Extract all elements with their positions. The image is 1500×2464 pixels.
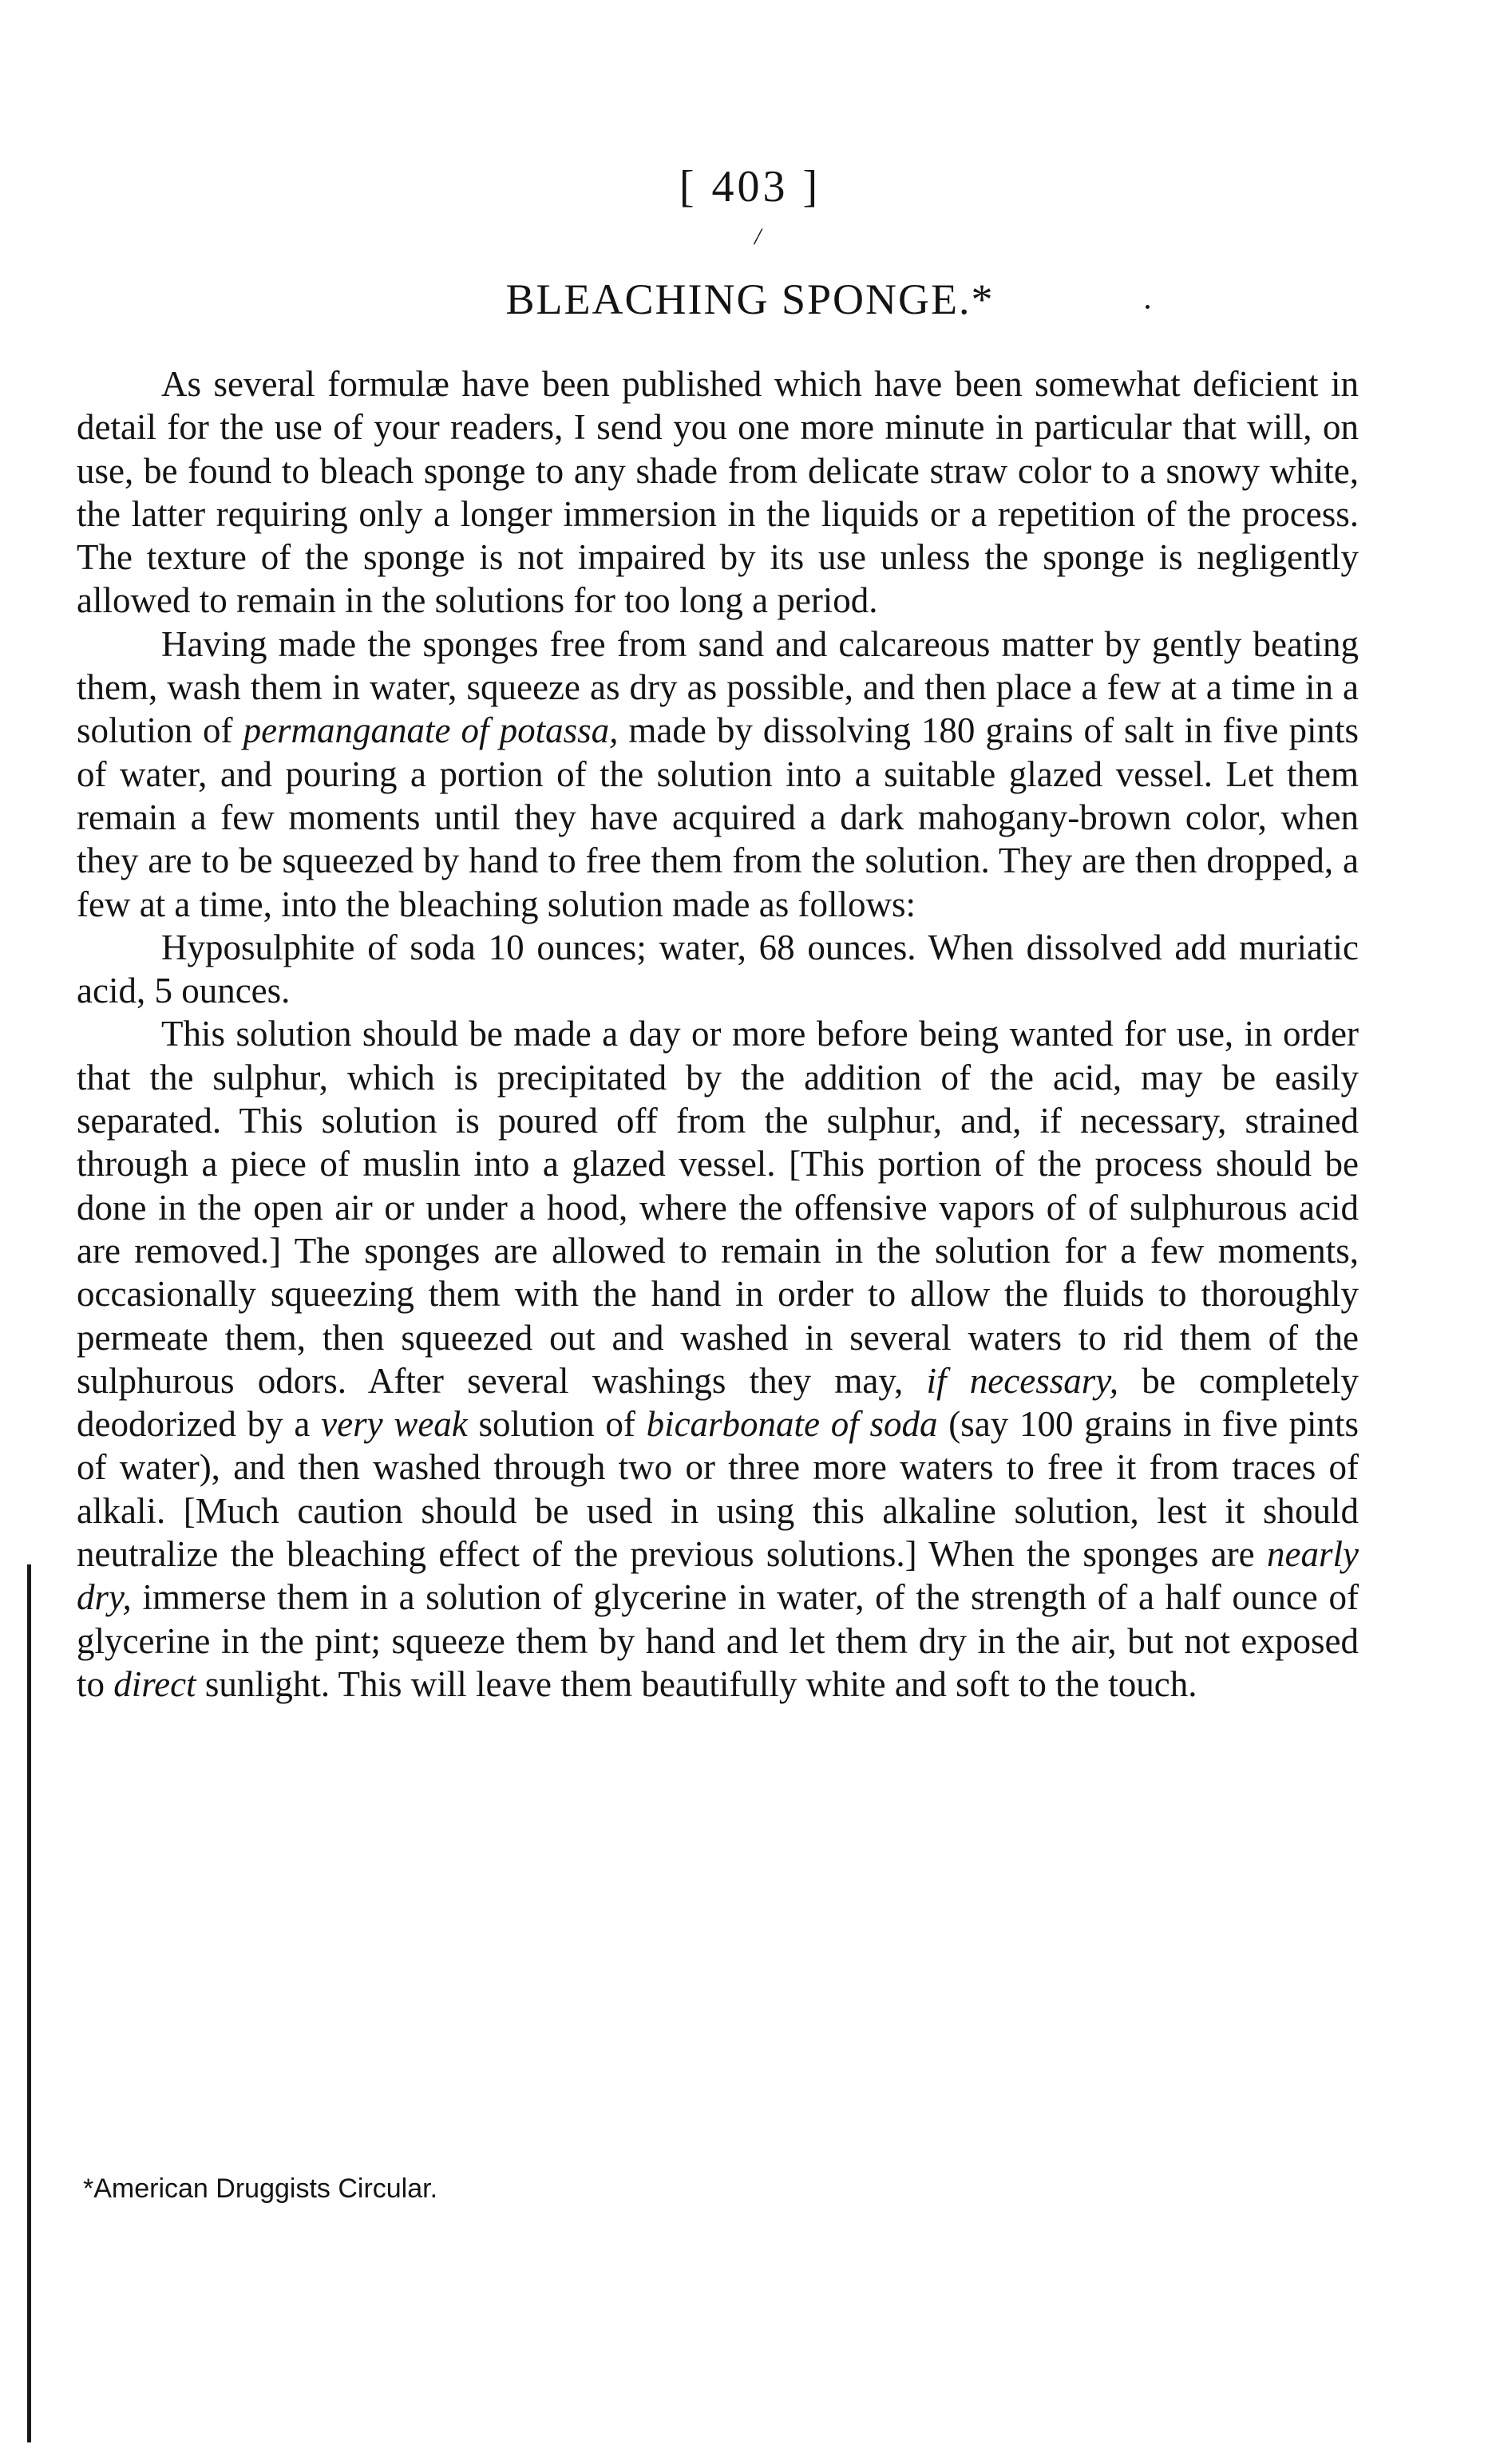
article-title: BLEACHING SPONGE.*: [505, 275, 995, 323]
paragraph-text: solution of: [467, 1404, 647, 1445]
paragraph-preparation: [77, 623, 1359, 926]
article-body: [77, 362, 1359, 1706]
italic-term: direct: [113, 1663, 196, 1704]
pencil-tick-mark: /: [754, 223, 762, 250]
paragraph-text: be completely deodorized by a: [77, 1360, 1359, 1445]
italic-term: nearly dry,: [77, 1534, 1359, 1618]
footnote: *American Druggists Circular.: [83, 2173, 438, 2204]
italic-term: permanganate of potassa,: [243, 710, 619, 751]
paragraph-text: (say 100 grains in five pints of water), and then washed through two or three more waters to free it from traces of alkali. [Much caution should be used in using this alkaline solution, lest it should neutralize the bleaching effect of the previous solutions.] When the sponges are: [77, 1404, 1359, 1575]
paragraph-process: [77, 1012, 1359, 1706]
italic-term: bicarbonate of soda: [646, 1404, 938, 1445]
paragraph-text: This solution should be made a day or more before being wanted for use, in order that the sulphur, which is precipitated by the addition of the acid, may be easily separated. This solution is poured off from the sulphur, and, if necessary, strained through a piece of muslin into a glazed vessel. [This portion of the process should be done in the open air or under a hood, where the offensive vapors of of sulphurous acid are removed.] The sponges are allowed to remain in the solution for a few moments, occasionally squeezing them with the hand in order to allow the fluids to thoroughly permeate them, then squeezed out and washed in several waters to rid them of the sulphurous odors. After several washings they may,: [77, 1014, 1359, 1401]
paragraph-intro: As several formulæ have been published which have been somewhat deficient in detail for the use of your readers, I send you one more minute in particular that will, on use, be found to bleach sponge to any shade from delicate straw color to a snowy white, the latter requiring only a longer immersion in the liquids or a repetition of the process. The texture of the sponge is not impaired by its use unless the sponge is negligently allowed to remain in the solutions for too long a period.: [77, 364, 1359, 621]
page-number: [ 403 ]: [679, 162, 821, 212]
italic-term: if necessary,: [926, 1360, 1118, 1401]
paragraph-text: sunlight. This will leave them beautifully white and soft to the touch.: [196, 1663, 1197, 1704]
stray-ink-dot: [1146, 305, 1150, 309]
page-binding-edge: [27, 1564, 31, 2442]
paragraph-text: Having made the sponges free from sand and calcareous matter by gently beating them, wash them in water, squeeze as dry as possible, and then place a few at a time in a solution of: [77, 623, 1359, 751]
italic-term: very weak: [321, 1404, 468, 1445]
paragraph-formula: Hyposulphite of soda 10 ounces; water, 68 ounces. When dissolved add muriatic acid, 5 ounces.: [77, 927, 1359, 1011]
paragraph-text: made by dissolving 180 grains of salt in five pints of water, and pouring a portion of the solution into a suitable glazed vessel. Let them remain a few moments until they have acquired a dark mahogany-brown color, when they are to be squeezed by hand to free them from the solution. They are then dropped, a few at a time, into the bleaching solution made as follows:: [77, 710, 1359, 924]
paragraph-text: immerse them in a solution of glycerine in water, of the strength of a half ounce of glycerine in the pint; squeeze them by hand and let them dry in the air, but not exposed to: [77, 1577, 1359, 1704]
